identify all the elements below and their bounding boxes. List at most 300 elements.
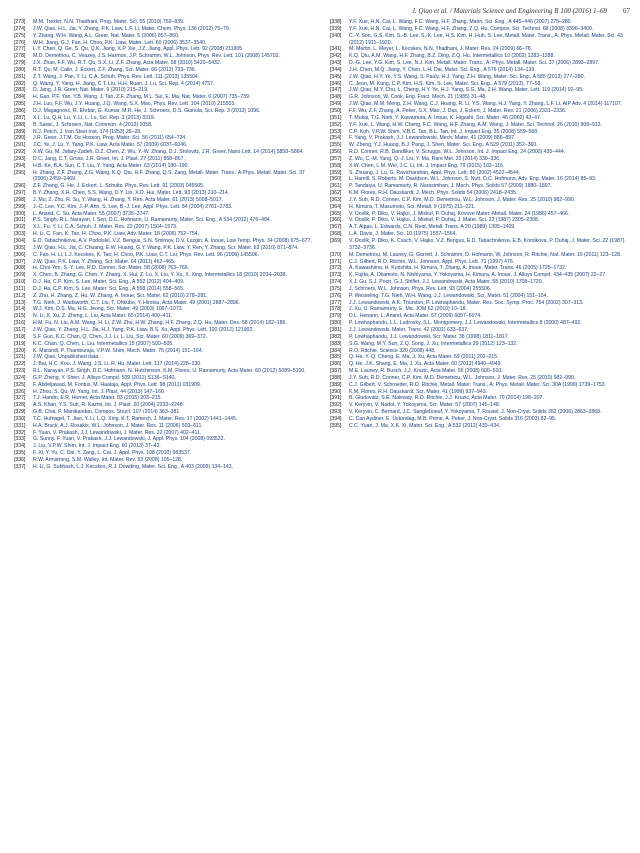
reference-number: [301] bbox=[14, 217, 26, 224]
reference-entry[interactable] bbox=[330, 46, 630, 53]
reference-number: [380] bbox=[330, 320, 342, 327]
reference-entry[interactable] bbox=[14, 443, 314, 450]
reference-entry[interactable] bbox=[14, 170, 314, 184]
reference-text[interactable]: J. Liu, V.P.W. Shim, Int. J. Impact Eng. 60 (2013) 37–43. bbox=[33, 443, 161, 450]
reference-number: [367] bbox=[330, 224, 342, 231]
reference-text[interactable]: X. Chen, B. Zhang, G. Chen, Y. Zhang, X. Hui, Z. Lu, X. Liu, Y. Xu, X. Xing, Intermetallics 18 (2010) 2034–2038. bbox=[33, 272, 287, 279]
reference-entry[interactable] bbox=[330, 67, 630, 74]
reference-entry[interactable] bbox=[14, 224, 314, 231]
reference-entry[interactable] bbox=[14, 286, 314, 293]
reference-entry[interactable] bbox=[14, 259, 314, 266]
reference-entry[interactable] bbox=[330, 238, 630, 252]
reference-text[interactable]: Y.F. Xue, L. Wang, H.W. Cheng, F.C. Wang, H.F. Zhang, A.M. Wang, J. Mater. Sci. Technol. 26 (2010) 908–913. bbox=[349, 121, 602, 128]
reference-entry[interactable] bbox=[330, 81, 630, 88]
reference-entry[interactable] bbox=[14, 33, 314, 40]
reference-number: [336] bbox=[14, 457, 26, 463]
reference-number: [374] bbox=[330, 279, 342, 286]
reference-text[interactable]: N.J. Petch, J. Iron Steel Inst. 174 (1953) 25–28. bbox=[33, 128, 142, 135]
reference-entry[interactable] bbox=[14, 395, 314, 402]
reference-number: [342] bbox=[330, 53, 342, 60]
reference-entry[interactable] bbox=[14, 149, 314, 156]
reference-entry[interactable] bbox=[14, 272, 314, 279]
reference-text[interactable]: P. Lowhaphandu, J.J. Lewandowski, Scr. Mater. 38 (1998) 1811–1817. bbox=[349, 333, 510, 340]
reference-entry[interactable] bbox=[14, 265, 314, 272]
reference-number: [330] bbox=[14, 415, 26, 422]
reference-text[interactable]: Q. He, Y.-Q. Cheng, E. Ma, J. Xu, Acta Mater. 59 (2011) 202–215. bbox=[349, 354, 499, 361]
reference-text[interactable]: J.J. Lewandowski, A.K. Thurston, P. Lowhaphandu, Mater. Res. Soc. Symp. Proc. 754 (2002) 307–313. bbox=[349, 299, 584, 306]
reference-number: [273] bbox=[14, 19, 26, 25]
reference-number: [313] bbox=[14, 299, 26, 306]
reference-number: [337] bbox=[14, 463, 26, 470]
reference-entry[interactable] bbox=[330, 224, 630, 231]
reference-number: [307] bbox=[14, 258, 26, 265]
reference-text[interactable]: R.L. Narayan, P.S. Singh, D.C. Hofmann, N. Hutchinson, K.M. Flores, U. Ramamurty, Acta Mater. 60 (2012) 5089–5100. bbox=[33, 368, 306, 375]
reference-number: [280] bbox=[14, 66, 26, 73]
reference-entry[interactable] bbox=[330, 402, 630, 409]
reference-text[interactable]: V. Keryvin, C. Bernard, J.C. Sangleboeuf, Y. Yokoyama, T. Rouxel, J. Non-Cryst. Solids 352 (2006) 2863–2868. bbox=[349, 409, 602, 416]
reference-text[interactable]: K.C. Chan, Q. Chen, L. Liu, Intermetallics 15 (2007) 500–505. bbox=[33, 340, 174, 347]
reference-text[interactable]: J.W. Qiao, P.K. Liaw, Y. Zhang, Scr. Mater. 64 (2011) 462–465. bbox=[33, 258, 176, 265]
reference-entry[interactable] bbox=[330, 129, 630, 136]
reference-number: [278] bbox=[14, 53, 26, 60]
reference-entry[interactable] bbox=[14, 245, 314, 252]
reference-entry[interactable] bbox=[14, 409, 314, 416]
reference-entry[interactable] bbox=[14, 423, 314, 430]
reference-text[interactable]: B. Sarac, J. Schroers, Nat. Commun. 4 (2013) 2058. bbox=[33, 121, 153, 128]
reference-entry[interactable] bbox=[330, 170, 630, 177]
reference-entry[interactable] bbox=[330, 101, 630, 108]
reference-number: [349] bbox=[330, 101, 342, 108]
reference-text[interactable]: H.M. Fu, N. Liu, A.M. Wang, H. Li, Z.W. Zhu, H.W. Zhang, H.F. Zhang, Z.Q. Hu, Mater. Des. 58 (2014) 182–186. bbox=[33, 320, 287, 327]
reference-entry[interactable] bbox=[330, 252, 630, 259]
reference-entry[interactable] bbox=[330, 135, 630, 142]
reference-text[interactable]: C. Fan, H. Li, L.J. Kecskes, K. Tao, H. Choo, P.K. Liaw, C.T. Liu, Phys. Rev. Lett. 96 (2006) 145506. bbox=[33, 251, 260, 258]
reference-text[interactable]: G.B. Chai, P. Manikandan, Compos. Struct. 107 (2014) 363–381. bbox=[33, 409, 181, 416]
reference-entry[interactable] bbox=[14, 142, 314, 149]
reference-entry[interactable] bbox=[14, 300, 314, 307]
reference-entry[interactable] bbox=[14, 74, 314, 81]
reference-entry[interactable] bbox=[14, 279, 314, 286]
reference-number: [325] bbox=[14, 381, 26, 388]
reference-text[interactable]: X.W. Chen, L.M. Wei, J.C. Li, Int. J. Impact Eng. 79 (2015) 102–116. bbox=[349, 162, 505, 169]
reference-entry[interactable] bbox=[14, 122, 314, 129]
reference-text[interactable]: N. Li, X. Xu, Z. Zheng, L. Liu, Acta Mater. 65 (2014) 400–411. bbox=[33, 313, 173, 320]
reference-entry[interactable] bbox=[14, 60, 314, 67]
reference-text[interactable]: C.-Y. Son, G.S. Kim, S.-B. Lee, S.-K. Lee, H.S. Kim, H. Huh, S. Lee, Metall. Mater. Trans., A: Phys. Metall. Mater. Sci. 43 (2012) 1911–1920. bbox=[349, 32, 623, 46]
reference-entry[interactable] bbox=[14, 197, 314, 204]
reference-number: [357] bbox=[330, 155, 342, 162]
reference-text[interactable]: Z. Wu, C.-M. Yang, Q.-J. Liu, Y. Ma, Rare Met. 33 (2014) 330–336. bbox=[349, 155, 501, 162]
reference-number: [308] bbox=[14, 265, 26, 272]
reference-text[interactable]: L. Hamill, S. Roberts, M. Davidson, W.L. Johnson, S. Nutt, D.C. Hofmann, Adv. Eng. Mater. 16 (2014) 85–93. bbox=[349, 176, 597, 183]
reference-entry[interactable] bbox=[330, 395, 630, 402]
reference-text[interactable]: H. Zhang, Z.F. Zhang, Z.G. Wang, K.Q. Qiu, H.F. Zhang, Q.S. Zang, Metall. Mater. Trans.: A Phys. Metall. Mater. Sci. 37 (2006) 2459–2469. bbox=[33, 169, 305, 183]
reference-entry[interactable] bbox=[14, 46, 314, 53]
reference-number: [395] bbox=[330, 422, 342, 429]
reference-entry[interactable] bbox=[14, 19, 314, 26]
reference-text[interactable]: F. Yang, V. Prakash, J.J. Lewandowski, Mech. Mater. 41 (2009) 886–897. bbox=[349, 135, 516, 142]
reference-number: [299] bbox=[14, 203, 26, 210]
reference-entry[interactable] bbox=[330, 108, 630, 115]
reference-number: [298] bbox=[14, 196, 26, 203]
reference-text[interactable]: D.L. Henann, L. Anand, Acta Mater. 57 (2009) 6057–6074. bbox=[349, 313, 482, 320]
reference-entry[interactable] bbox=[330, 94, 630, 101]
reference-text[interactable]: S.F. Guo, K.C. Chan, Q. Chen, J.J. Li, L. Liu, Scr. Mater. 60 (2009) 369–372. bbox=[33, 333, 208, 340]
reference-number: [297] bbox=[14, 190, 26, 197]
reference-entry[interactable] bbox=[14, 26, 314, 33]
reference-number: [300] bbox=[14, 210, 26, 217]
reference-entry[interactable] bbox=[330, 334, 630, 341]
reference-text[interactable]: Z. Zhu, H. Zhang, Z. Hu, W. Zhang, A. Inoue, Scr. Mater. 62 (2010) 278–281. bbox=[33, 292, 208, 299]
reference-column-left bbox=[14, 19, 314, 471]
reference-entry[interactable] bbox=[330, 53, 630, 60]
reference-entry[interactable] bbox=[14, 375, 314, 382]
reference-entry[interactable] bbox=[14, 389, 314, 396]
reference-text[interactable]: J. Xu, U. Ramamurty, E. Ma, JOM 62 (2010) 10–18. bbox=[349, 306, 467, 313]
reference-number: [351] bbox=[330, 114, 342, 121]
reference-entry[interactable] bbox=[14, 368, 314, 375]
reference-text[interactable]: D.C. Jang, C.T. Gross, J.R. Greer, Int. J. Plast. 27 (2011) 858–867. bbox=[33, 155, 185, 162]
reference-text[interactable]: H. Choi-Yim, S.-Y. Lee, R.D. Conner, Scr. Mater. 58 (2008) 763–766. bbox=[33, 265, 190, 272]
reference-number: [372] bbox=[330, 265, 342, 272]
reference-entry[interactable] bbox=[330, 87, 630, 94]
reference-text[interactable]: Y.F. Xue, H.N. Cai, L. Wang, F.C. Wang, H.F. Zhang, Z.Q. Hu, Compos. Sci. Technol. 68 (2008) 3396–3400. bbox=[349, 25, 594, 32]
reference-text[interactable]: C.C. Yuan, J. Ma, X.K. Xi, Mater. Sci. Eng., A 532 (2012) 430–434. bbox=[349, 422, 501, 429]
reference-entry[interactable] bbox=[330, 149, 630, 156]
reference-text[interactable]: J.W. Qiao, H.L. Jia, Y. Zhang, P.K. Liaw, L.F. Li, Mater. Chem. Phys. 136 (2012) 75–79. bbox=[33, 25, 231, 32]
reference-text[interactable]: J.W. Qiao, Y. Zhang, H.L. Jia, H.J. Yang, P.K. Liaw, B.S. Xu, Appl. Phys. Lett. 100 (2012) 121902. bbox=[33, 326, 254, 333]
reference-entry[interactable] bbox=[330, 142, 630, 149]
reference-text[interactable]: T.G. Nieh, J. Wadsworth, C.T. Liu, T. Ohkubo, Y. Hirotsu, Acta Mater. 49 (2001) 2887–2896. bbox=[33, 299, 240, 306]
reference-number: [314] bbox=[14, 306, 26, 313]
reference-text[interactable]: R.W. Armstrong, S.M. Walley, Int. Mater. Rev. 53 (2008) 105–128. bbox=[33, 457, 183, 463]
reference-entry[interactable] bbox=[330, 74, 630, 81]
reference-text[interactable]: G. Sunny, F. Yuan, V. Prakash, J.J. Lewandowski, J. Appl. Phys. 104 (2008) 093522. bbox=[33, 436, 225, 443]
reference-entry[interactable] bbox=[14, 402, 314, 409]
reference-text[interactable]: M.D. Demetriou, C. Veazey, J.S. Harmon, J.P. Schramm, W.L. Johnson, Phys. Rev. Lett. 101 (2008) 145702. bbox=[33, 53, 280, 60]
reference-entry[interactable] bbox=[330, 279, 630, 286]
reference-entry[interactable] bbox=[330, 217, 630, 224]
reference-entry[interactable] bbox=[330, 313, 630, 320]
reference-text[interactable]: H. Kimura, T. Masumoto, Scr. Metall. 9 (1975) 211–221. bbox=[349, 203, 476, 210]
reference-text[interactable]: C.P. Koh, V.P.W. Shim, V.B.C. Tan, B.L. Tan, Int. J. Impact Eng. 35 (2008) 559–568. bbox=[349, 128, 539, 135]
reference-text[interactable]: T. Mukai, T.G. Nieh, Y. Kawamura, A. Inoue, K. Higashi, Scr. Mater. 46 (2002) 43–47. bbox=[349, 114, 542, 121]
reference-text[interactable]: T.C. Hufnagel, T. Jiao, Y. Li, L.Q. Xing, K.T. Ramesh, J. Mater. Res. 17 (2002) 1441–1445. bbox=[33, 415, 238, 422]
reference-text[interactable]: Z.T. Wang, J. Pan, Y. Li, C.A. Schuh, Phys. Rev. Lett. 111 (2013) 135504. bbox=[33, 73, 200, 80]
reference-text[interactable]: X.L. Fu, Y. Li, C.A. Schuh, J. Mater. Res. 22 (2007) 1564–1573. bbox=[33, 224, 178, 231]
reference-entry[interactable] bbox=[14, 382, 314, 389]
reference-number: [328] bbox=[14, 402, 26, 409]
reference-text[interactable]: E.D. Tabachnikova, A.V. Podolskii, V.Z. Bengus, S.N. Smirnov, D.V. Luzgin, A. Inoue, Low Temp. Phys. 34 (2008) 675–677. bbox=[33, 238, 312, 244]
reference-text[interactable]: J.Y. Suh, R.D. Conner, C.P. Kim, M.D. Demetriou, W.L. Johnson, J. Mater. Res. 25 (2010) 982–990. bbox=[349, 196, 576, 203]
running-head bbox=[14, 6, 630, 17]
reference-entry[interactable] bbox=[14, 231, 314, 238]
reference-entry[interactable] bbox=[330, 176, 630, 183]
reference-text[interactable]: W.H. Jiang, G.J. Fan, H. Choo, P.K. Liaw, Mater. Lett. 60 (2006) 3537–3540. bbox=[33, 39, 207, 46]
reference-number: [382] bbox=[330, 333, 342, 340]
reference-number: [334] bbox=[14, 443, 26, 450]
reference-text[interactable]: C. Jeon, M. Kang, C.P. Kim, H.S. Kim, S. Lee, Mater. Sci. Eng., A 579 (2013), 77–58. bbox=[349, 80, 542, 87]
reference-text[interactable]: K.M. Flores, R.H. Dauskardt, Scr. Mater. 41 (1999) 937–943. bbox=[349, 388, 488, 395]
reference-number: [291] bbox=[14, 142, 26, 149]
reference-text[interactable]: D.J. Ha, C.P. Kim, S. Lee, Mater. Sci. Eng., A 558 (2014) 558–565. bbox=[33, 285, 185, 292]
reference-number: [350] bbox=[330, 107, 342, 114]
reference-entry[interactable] bbox=[14, 129, 314, 136]
reference-text[interactable]: R.D. Conner, R.B. Dandliker, V. Scruggs, W.L. Johnson, Int. J. Impact Eng. 24 (2000) 435–444. bbox=[349, 149, 566, 156]
reference-entry[interactable] bbox=[330, 115, 630, 122]
reference-entry[interactable] bbox=[330, 122, 630, 129]
reference-text[interactable]: J. Bai, H.C. Kou, J. Wang, J.S. Li, R. Hu, Mater. Lett. 117 (2014) 228–230. bbox=[33, 361, 202, 368]
reference-text[interactable]: H.B. Ke, B.A. Sun, C.T. Liu, Y. Yang, Acta Mater. 63 (2014) 180–190. bbox=[33, 162, 189, 169]
reference-text[interactable]: K. Fujita, A. Okamoto, N. Nishiyama, Y. Yokoyama, H. Kimura, A. Inoue, J. Alloys Compd. 434–435 (2007) 22–27. bbox=[349, 272, 607, 279]
reference-number: [274] bbox=[14, 25, 26, 32]
reference-entry[interactable] bbox=[330, 197, 630, 204]
reference-entry[interactable] bbox=[14, 108, 314, 115]
reference-text[interactable]: M. Martin, L. Meyer, L. Kecskes, N.N. Thadhani, J. Mater. Res. 24 (2009) 66–78. bbox=[349, 46, 533, 53]
reference-entry[interactable] bbox=[14, 81, 314, 88]
reference-text[interactable]: L.Y. Chen, Q. Ge, S. Qu, Q.K. Jiang, X.P. Xie, J.Z. Jiang, Appl. Phys. Lett. 92 (2008) 211905. bbox=[33, 46, 244, 53]
reference-text[interactable]: A.T. Alpas, L. Edwards, C.N. Reid, Metall. Trans. A 20 (1989) 1395–1409. bbox=[349, 224, 516, 231]
reference-text[interactable]: J.Y. Suh, R.D. Conner, C.P. Kim, M.D. Demetriou, W.L. Johnson, J. Mater. Res. 25 (2010) 982–990. bbox=[349, 374, 576, 381]
reference-text[interactable]: A. Kawashima, H. Kurishita, H. Kimura, T. Zhang, A. Inoue, Mater. Trans. 46 (2005) 1725–1732. bbox=[349, 265, 567, 272]
reference-text[interactable]: P. Wesseling, T.G. Nieh, W.H. Wang, J.J. Lewandowski, Scr. Mater. 51 (2004) 151–154. bbox=[349, 292, 548, 299]
reference-entry[interactable] bbox=[14, 252, 314, 259]
reference-entry[interactable] bbox=[14, 430, 314, 437]
reference-entry[interactable] bbox=[14, 67, 314, 74]
reference-text[interactable]: D. Jang, J.R. Greer, Nat. Mater. 9 (2010) 215–219. bbox=[33, 87, 149, 94]
reference-entry[interactable] bbox=[330, 341, 630, 348]
reference-text[interactable]: L. Anand, C. Su, Acta Mater. 55 (2007) 3735–3747. bbox=[33, 210, 150, 217]
reference-number: [289] bbox=[14, 128, 26, 135]
reference-text[interactable]: S.G. Wang, M.Y. Sun, Z.Q. Song, J. Xu, Intermetallics 29 (2012) 123–132. bbox=[349, 340, 518, 347]
reference-number: [368] bbox=[330, 231, 342, 238]
reference-entry[interactable] bbox=[14, 348, 314, 355]
reference-text[interactable]: J.W. Qiao, Unpublished data. bbox=[33, 354, 100, 361]
reference-text[interactable]: C.J. Gilbert, V. Schroeder, R.O. Ritchie, Metall. Mater. Trans., A: Phys. Metall. Mater. Sci. 30A (1999) 1739–1753. bbox=[349, 381, 606, 388]
reference-entry[interactable] bbox=[330, 382, 630, 389]
reference-entry[interactable] bbox=[14, 341, 314, 348]
reference-number: [311] bbox=[14, 285, 26, 292]
reference-number: [390] bbox=[330, 388, 342, 395]
reference-text[interactable]: M.M. Trexler, N.N. Thadhani, Prog. Mater. Sci. 55 (2010) 759–839. bbox=[33, 19, 185, 25]
reference-entry[interactable] bbox=[330, 300, 630, 307]
reference-text[interactable]: K.M. Flores, R.H. Dauskardt, J. Mech. Phys. Solids 54 (2006) 2418–2435. bbox=[349, 190, 518, 197]
reference-entry[interactable] bbox=[330, 286, 630, 293]
reference-number: [296] bbox=[14, 183, 26, 190]
reference-text[interactable]: Y.F. Xue, H.N. Cai, L. Wang, F.C. Wang, H.F. Zhang, Mater. Sci. Eng., A 445–446 (2007) 275–280. bbox=[349, 19, 572, 25]
reference-entry[interactable] bbox=[14, 327, 314, 334]
reference-text[interactable]: X.J. Gu, S.J. Poon, G.J. Shiflet, J.J. Lewandowski, Acta Mater. 58 (2010) 1708–1720. bbox=[349, 279, 544, 286]
reference-number: [333] bbox=[14, 436, 26, 443]
reference-text[interactable]: X.W. Gu, M. Jafary-Zadeh, D.Z. Chen, Z. Wu, Y.-W. Zhang, D.J. Srolovitz, J.R. Greer, Nano Lett. 14 (2014) 5858–5864. bbox=[33, 149, 304, 156]
reference-entry[interactable] bbox=[14, 334, 314, 341]
reference-text[interactable]: J.W. Qiao, M.Y. Chu, L. Cheng, H.Y. Ye, H.J. Yang, S.G. Ma, Z.H. Wang, Mater. Lett. 119 (2014) 92–95. bbox=[349, 87, 584, 94]
reference-text[interactable]: J. Schroers, W.L. Johnson, Phys. Rev. Lett. 93 (2004) 255506. bbox=[349, 285, 492, 292]
reference-entry[interactable] bbox=[330, 320, 630, 327]
reference-text[interactable]: J.C. Ye, J. Lu, Y. Yang, P.K. Liaw, Acta Mater. 57 (2009) 6037–6046. bbox=[33, 142, 188, 149]
reference-text[interactable]: C. Can Aydiner, E. Üstündag, M.B. Prime, A. Peker, J. Non-Cryst. Solids 316 (2003) 82–95. bbox=[349, 415, 557, 422]
reference-text[interactable]: F. Abdeljawad, M. Fontus, M. Haataja, Appl. Phys. Lett. 98 (2011) 031909. bbox=[33, 381, 202, 388]
reference-text[interactable]: R.T. Qu, M. Calin, J. Eckert, Z.F. Zhang, Scr. Mater. 66 (2012) 733–736. bbox=[33, 66, 197, 73]
reference-number: [364] bbox=[330, 203, 342, 210]
reference-text[interactable]: T.J. Hardin, E.R. Homer, Acta Mater. 83 (2015) 203–215. bbox=[33, 395, 162, 402]
page-number: 67 bbox=[623, 7, 630, 15]
reference-entry[interactable] bbox=[330, 272, 630, 279]
reference-text[interactable]: C.J. Gilbert, R.O. Ritchie, W.L. Johnson, Appl. Phys. Lett. 71 (1997) 476. bbox=[349, 258, 515, 265]
reference-text[interactable]: H. Guo, P.F. Yan, Y.B. Wang, J. Tan, Z.F. Zhang, M.L. Sui, E. Ma, Nat. Mater. 6 (2007) 735–739. bbox=[33, 94, 251, 101]
reference-text[interactable]: J.W. Qiao, H.Y. Ye, Y.S. Wang, S. Pauly, H.J. Yang, Z.H. Wang, Mater. Sci. Eng., A 585 (2013) 277–280. bbox=[349, 73, 585, 80]
reference-entry[interactable] bbox=[330, 409, 630, 416]
reference-text[interactable]: S. Zhuang, J. Lu, G. Ravichandran, Appl. Phys. Lett. 80 (2002) 4522–4544. bbox=[349, 169, 521, 176]
reference-entry[interactable] bbox=[14, 163, 314, 170]
reference-entry[interactable] bbox=[14, 457, 314, 464]
reference-entry[interactable] bbox=[14, 320, 314, 327]
reference-entry[interactable] bbox=[14, 190, 314, 197]
reference-entry[interactable] bbox=[330, 190, 630, 197]
reference-entry[interactable] bbox=[330, 327, 630, 334]
reference-entry[interactable] bbox=[14, 450, 314, 457]
reference-entry[interactable] bbox=[330, 259, 630, 266]
reference-text[interactable]: A.S. Khan, Y.S. Suh, R. Kazmi, Int. J. Plast. 20 (2004) 2233–2248. bbox=[33, 402, 184, 409]
reference-text[interactable]: V. Ocelik, P. Diko, K. Csach, V. Hajko, V.Z. Bengus, E.D. Tabachnikova, E.B. Korolkova, P. Duhaj, J. Mater. Sci. 22 (1987) 3732–3736. bbox=[349, 238, 625, 251]
reference-text[interactable]: G.P. Zheng, Y. Shen, J. Alloys Compd. 509 (2011) S136–S140. bbox=[33, 374, 176, 381]
reference-text[interactable]: J.X. Zhao, F.F. Wu, R.T. Qu, S.X. Li, Z.F. Zhang, Acta Mater. 58 (2010) 5420–5432. bbox=[33, 60, 222, 67]
reference-entry[interactable] bbox=[14, 40, 314, 47]
reference-text[interactable]: F.F. Wu, Z.F. Zhang, A. Peker, S.X. Mao, J. Das, J. Eckert, J. Mater. Res. 21 (2006) 2331–2336. bbox=[349, 107, 567, 114]
reference-entry[interactable] bbox=[14, 361, 314, 368]
reference-text[interactable]: V. Ocelik, P. Diko, V. Hajko, J. Miskuf, P. Duhaj, J. Mater. Sci. 22 (1987) 2305–2308. bbox=[349, 217, 540, 224]
reference-entry[interactable] bbox=[14, 156, 314, 163]
reference-entry[interactable] bbox=[330, 204, 630, 211]
reference-entry[interactable] bbox=[330, 354, 630, 361]
reference-text[interactable]: Y. Zhang, W.H. Wang, A.L. Greer, Nat. Mater. 5 (2006) 857–860. bbox=[33, 32, 180, 39]
reference-entry[interactable] bbox=[14, 436, 314, 443]
reference-entry[interactable] bbox=[14, 94, 314, 101]
reference-text[interactable]: R.O. Ritchie, Science 320 (2008) 448. bbox=[349, 347, 436, 354]
reference-entry[interactable] bbox=[14, 313, 314, 320]
reference-entry[interactable] bbox=[330, 306, 630, 313]
reference-columns bbox=[14, 19, 630, 471]
reference-text[interactable]: H. Li, G. Subhash, L.J. Kecskes, R.J. Dowding, Mater. Sci. Eng., A 403 (2005) 134–143. bbox=[33, 463, 234, 470]
reference-entry[interactable] bbox=[330, 361, 630, 368]
reference-text[interactable]: L.A. Davis, J. Mater. Sci. 10 (1975) 1557–1564. bbox=[349, 231, 458, 238]
reference-entry[interactable] bbox=[14, 115, 314, 122]
reference-entry[interactable] bbox=[14, 217, 314, 224]
reference-entry[interactable] bbox=[14, 53, 314, 60]
reference-text[interactable]: Z.F. Zhang, G. He, J. Eckert, L. Schultz, Phys. Rev. Lett. 91 (2003) 045505. bbox=[33, 183, 205, 190]
reference-number: [392] bbox=[330, 402, 342, 409]
reference-text[interactable]: V. Keryvin, V. Nadot, Y. Yokoyama, Scr. Mater. 57 (2007) 145–148. bbox=[349, 402, 501, 409]
reference-text[interactable]: K. Marandi, P. Thamburaja, V.P.W. Shim, Mech. Mater. 75 (2014) 151–164. bbox=[33, 347, 204, 354]
reference-entry[interactable] bbox=[330, 183, 630, 190]
reference-entry[interactable] bbox=[14, 238, 314, 245]
reference-text[interactable]: V. Ocelik, P. Diko, V. Hajko, J. Miskuf, P. Duhaj, Kovove Mater.-Metall. Mater. 24 (1986) 457–466. bbox=[349, 210, 570, 217]
reference-text[interactable]: P. Lowhaphandu, L.L. Ludrosky, S.L. Montgomery, J.J. Lewandowski, Intermetallics 8 (2000) 487–492. bbox=[349, 320, 582, 327]
reference-text[interactable]: J.J. Lewandowski, Mater. Trans. 42 (2001) 633–637. bbox=[349, 326, 469, 333]
reference-number: [371] bbox=[330, 258, 342, 265]
reference-text[interactable]: W.J. Kim, D.S. Ma, H.G. Jeong, Scr. Mater. 49 (2003) 1067–1073. bbox=[33, 306, 184, 313]
reference-text[interactable]: J.-C. Lee, Y.C. Kim, J.-P. Ahn, S. Lee, B.-J. Lee, Appl. Phys. Lett. 84 (2004) 2781–2783. bbox=[33, 203, 233, 210]
reference-entry[interactable] bbox=[330, 19, 630, 26]
reference-text[interactable]: M.E. Launey, R. Busch, J.J. Kruzic, Acta Mater. 56 (2008) 500–510. bbox=[349, 368, 503, 375]
reference-text[interactable]: D.-G. Lee, Y.G. Kim, S. Lee, N.J. Kim, Metall. Mater. Trans., A: Phys. Metall. Mater. Sci. 37 (2006) 2893–2897. bbox=[349, 60, 600, 67]
reference-entry[interactable] bbox=[14, 354, 314, 361]
reference-entry[interactable] bbox=[330, 231, 630, 238]
reference-entry[interactable] bbox=[330, 293, 630, 300]
reference-number: [275] bbox=[14, 32, 26, 39]
reference-entry[interactable] bbox=[330, 33, 630, 47]
reference-text[interactable]: H.A. Bruck, A.J. Rosakis, W.L. Johnson, J. Mater. Res. 11 (2006) 503–511. bbox=[33, 422, 203, 429]
reference-entry[interactable] bbox=[330, 265, 630, 272]
reference-text[interactable]: J.H. Luo, F.F. Wu, J.Y. Huang, J.Q. Wang, S.X. Mao, Phys. Rev. Lett. 104 (2010) 215503. bbox=[33, 101, 236, 108]
reference-text[interactable]: K.Q. Qiu, A.M. Wang, H.F. Zhang, B.Z. Ding, Z.Q. Hu, Intermetallics 10 (2002) 1283–1288. bbox=[349, 53, 555, 60]
reference-entry[interactable] bbox=[14, 204, 314, 211]
reference-number: [362] bbox=[330, 190, 342, 197]
reference-column-right bbox=[330, 19, 630, 471]
reference-text[interactable]: Q. Wang, Y. Yang, H. Jiang, C.T. Liu, H.H. Ruan, J. Lu, Sci. Rep. 4 (2014) 4757. bbox=[33, 80, 215, 87]
reference-number: [319] bbox=[14, 340, 26, 347]
reference-text[interactable]: F. Yuan, V. Prakash, J.J. Lewandowski, J. Mater. Res. 22 (2007) 402–411. bbox=[33, 429, 202, 436]
reference-entry[interactable] bbox=[330, 348, 630, 355]
reference-text[interactable]: Q. He, J.K. Shang, E. Ma, J. Xu, Acta Mater. 60 (2012) 4940–4949. bbox=[349, 361, 502, 368]
reference-entry[interactable] bbox=[14, 135, 314, 142]
reference-text[interactable]: J. Mu, Z. Zhu, R. Su, Y. Wang, H. Zhang, Y. Ren, Acta Mater. 61 (2013) 5008–5017. bbox=[33, 196, 224, 203]
reference-text[interactable]: G.R. Johnson, W. Cook, Eng. Fract. Mech. 21 (1985) 31–48. bbox=[349, 94, 487, 101]
reference-entry[interactable] bbox=[14, 306, 314, 313]
reference-entry[interactable] bbox=[14, 293, 314, 300]
reference-text[interactable]: H. Li, C. Fan, K. Tao, H. Choo, P.K. Liaw, Adv. Mater. 18 (2006) 752–754. bbox=[33, 231, 200, 238]
reference-text[interactable]: M. Demetriou, M. Launey, G. Garrett, J. Schramm, D. Hofmann, W. Johnson, R. Ritchie, Nat. Mater. 10 (2011) 123–128. bbox=[349, 251, 622, 258]
reference-text[interactable]: J.R. Greer, J.T.M. De Hosson, Prog. Mater. Sci. 56 (2011) 654–724. bbox=[33, 135, 187, 142]
reference-text[interactable]: B. Gludovatz, S.E. Naleway, R.O. Ritchie, J.J. Kruzic, Acta Mater. 70 (2014) 198–207. bbox=[349, 395, 544, 402]
reference-text[interactable]: P. Tandaiya, U. Ramamurty, R. Narasimhan, J. Mech. Phys. Solids 57 (2009) 1880–1897. bbox=[349, 183, 552, 190]
reference-entry[interactable] bbox=[330, 375, 630, 382]
reference-text[interactable]: J.W. Qiao, M.M. Meng, Z.H. Wang, C.J. Huang, R. Li, Y.S. Wang, H.J. Yang, Y. Zhang, L.F. Li, AIP Adv. 4 (2014) 117107. bbox=[349, 101, 623, 108]
reference-entry[interactable] bbox=[14, 416, 314, 423]
reference-text[interactable]: W. Zheng, Y.J. Huang, B.J. Pang, J. Shen, Mater. Sci. Eng., A 529 (2011) 352–360. bbox=[349, 142, 538, 149]
reference-entry[interactable] bbox=[330, 163, 630, 170]
reference-entry[interactable] bbox=[330, 416, 630, 423]
reference-text[interactable]: F. Xi, Y. Yu, C. Dai, Y. Zang, L. Cai, J. Appl. Phys. 108 (2010) 083537. bbox=[33, 450, 192, 457]
reference-number: [335] bbox=[14, 450, 26, 457]
reference-text[interactable]: D.J. Ha, C.P. Kim, S. Lee, Mater. Sci. Eng., A 552 (2012) 404–409. bbox=[33, 279, 185, 286]
reference-entry[interactable] bbox=[330, 211, 630, 218]
reference-text[interactable]: J.W. Qiao, H.L. Jia, C. Chuang, E.W. Huang, G.Y. Wang, P.K. Liaw, Y. Ren, Y. Zhang, Scr. Mater. 63 (2010) 871–874. bbox=[33, 244, 299, 251]
reference-number: [281] bbox=[14, 73, 26, 80]
reference-entry[interactable] bbox=[330, 60, 630, 67]
reference-entry[interactable] bbox=[14, 87, 314, 94]
reference-entry[interactable] bbox=[14, 101, 314, 108]
reference-entry[interactable] bbox=[14, 464, 314, 471]
reference-entry[interactable] bbox=[330, 368, 630, 375]
reference-number: [378] bbox=[330, 306, 342, 313]
reference-text[interactable]: D.J. Magagnosc, R. Ehrbar, G. Kumar, M.R. He, J. Schroers, D.S. Gianola, Sci. Rep. 3 (2013) 1096. bbox=[33, 107, 261, 114]
reference-entry[interactable] bbox=[330, 156, 630, 163]
reference-text[interactable]: P.S. Singh, R.L. Narayan, I. Sen, D.C. Hofmann, U. Ramamurty, Mater. Sci. Eng., A 534 (2012) 476–484. bbox=[33, 217, 272, 224]
reference-text[interactable]: X.L. Lu, Q.H. Lu, Y. Li, L. Lu, Sci. Rep. 3 (2013) 3319. bbox=[33, 114, 156, 121]
reference-entry[interactable] bbox=[330, 423, 630, 430]
reference-entry[interactable] bbox=[14, 211, 314, 218]
reference-number: [317] bbox=[14, 326, 26, 333]
reference-number: [343] bbox=[330, 60, 342, 67]
reference-entry[interactable] bbox=[330, 26, 630, 33]
reference-text[interactable]: B.Y. Zhang, X.H. Chen, S.S. Wang, D.Y. Lin, X.D. Hui, Mater. Lett. 93 (2013) 210–214. bbox=[33, 190, 230, 197]
reference-text[interactable]: J.H. Chen, M.Q. Jiang, Y. Chen, L.H. Dai, Mater. Sci. Eng., A 576 (2014) 134–139. bbox=[349, 66, 536, 73]
reference-entry[interactable] bbox=[330, 389, 630, 396]
reference-number: [282] bbox=[14, 80, 26, 87]
reference-entry[interactable] bbox=[14, 183, 314, 190]
reference-text[interactable]: H. Zhou, S. Qu, W. Yang, Int. J. Plast. 44 (2013) 147–160. bbox=[33, 388, 166, 395]
